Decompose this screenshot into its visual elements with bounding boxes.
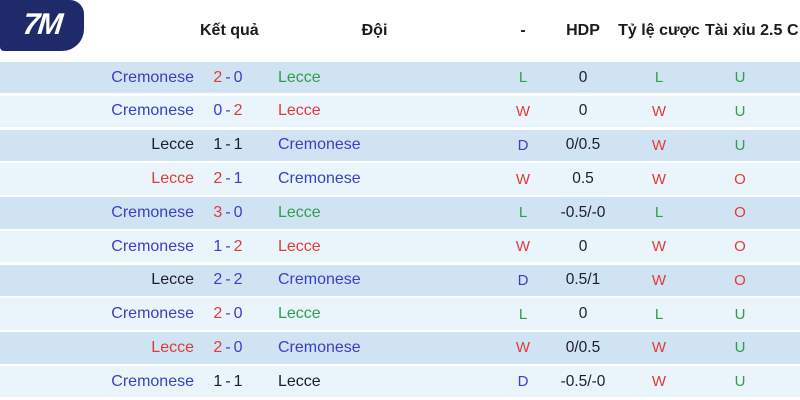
result-ft: W bbox=[515, 339, 531, 357]
hdp-value: -0.5/-0 bbox=[560, 372, 606, 390]
score bbox=[200, 271, 256, 289]
score-dash: - bbox=[225, 237, 231, 255]
result-hdp: L bbox=[654, 69, 664, 87]
table-rows bbox=[0, 62, 800, 397]
score-home: 1 bbox=[213, 136, 223, 154]
result-hdp: W bbox=[651, 339, 667, 357]
result-over-under: U bbox=[734, 305, 746, 323]
col-header-hdp: HDP bbox=[566, 22, 600, 39]
hdp-value: 0 bbox=[578, 68, 588, 86]
result-ft: L bbox=[518, 204, 528, 222]
score bbox=[200, 136, 256, 154]
match-row bbox=[0, 96, 800, 127]
result-over-under: O bbox=[734, 238, 746, 256]
hdp-value: 0 bbox=[578, 305, 588, 323]
score-away: 2 bbox=[233, 102, 243, 120]
col-header-team2: Đội bbox=[361, 22, 388, 39]
score-away: 0 bbox=[233, 203, 243, 221]
hdp-value: -0.5/-0 bbox=[560, 203, 606, 221]
away-team-name: Lecce bbox=[278, 237, 321, 255]
home-team-name: Cremonese bbox=[111, 237, 194, 255]
match-row bbox=[0, 62, 800, 93]
score-away: 1 bbox=[233, 372, 243, 390]
score bbox=[200, 102, 256, 120]
match-row bbox=[0, 298, 800, 329]
score-away: 0 bbox=[233, 68, 243, 86]
score bbox=[200, 373, 256, 391]
col-header-odds: Tỷ lệ cược bbox=[618, 22, 700, 39]
result-over-under: U bbox=[734, 373, 746, 391]
home-team-name: Cremonese bbox=[111, 203, 194, 221]
score-home: 2 bbox=[213, 68, 223, 86]
match-row bbox=[0, 332, 800, 363]
score-dash: - bbox=[225, 203, 231, 221]
away-team-name: Lecce bbox=[278, 372, 321, 390]
result-ft: L bbox=[518, 305, 528, 323]
home-team-name: Lecce bbox=[151, 136, 194, 154]
home-team-name: Cremonese bbox=[111, 68, 194, 86]
score-dash: - bbox=[225, 372, 231, 390]
score-dash: - bbox=[225, 102, 231, 120]
away-team-name: Lecce bbox=[278, 68, 321, 86]
score-home: 3 bbox=[213, 203, 223, 221]
result-ft: D bbox=[517, 373, 529, 391]
score-dash: - bbox=[225, 338, 231, 356]
score-away: 2 bbox=[233, 237, 243, 255]
result-hdp: W bbox=[651, 102, 667, 120]
match-row bbox=[0, 197, 800, 228]
hdp-value: 0 bbox=[578, 102, 588, 120]
hdp-value: 0/0.5 bbox=[565, 338, 601, 356]
score-dash: - bbox=[225, 271, 231, 289]
match-row bbox=[0, 163, 800, 194]
score-dash: - bbox=[225, 136, 231, 154]
result-hdp: W bbox=[651, 136, 667, 154]
away-team-name: Lecce bbox=[278, 203, 321, 221]
7m-logo[interactable] bbox=[0, 0, 84, 51]
score-home: 0 bbox=[213, 102, 223, 120]
score-home: 1 bbox=[213, 372, 223, 390]
logo-text: 7M bbox=[21, 7, 63, 41]
result-hdp: L bbox=[654, 204, 664, 222]
home-team-name: Cremonese bbox=[111, 305, 194, 323]
away-team-name: Lecce bbox=[278, 305, 321, 323]
score-home: 2 bbox=[213, 338, 223, 356]
score-home: 2 bbox=[213, 170, 223, 188]
match-row bbox=[0, 130, 800, 161]
score-home: 2 bbox=[213, 305, 223, 323]
result-ft: W bbox=[515, 238, 531, 256]
match-row bbox=[0, 366, 800, 397]
result-hdp: W bbox=[651, 373, 667, 391]
result-hdp: W bbox=[651, 170, 667, 188]
hdp-value: 0 bbox=[578, 237, 588, 255]
score-away: 0 bbox=[233, 338, 243, 356]
score-home: 2 bbox=[213, 271, 223, 289]
result-ft: D bbox=[517, 136, 529, 154]
result-over-under: U bbox=[734, 136, 746, 154]
away-team-name: Cremonese bbox=[278, 271, 361, 289]
score bbox=[200, 305, 256, 323]
result-ft: L bbox=[518, 69, 528, 87]
col-header-clipped: C bbox=[787, 22, 799, 39]
home-team-name: Lecce bbox=[151, 170, 194, 188]
result-over-under: U bbox=[734, 339, 746, 357]
home-team-name: Cremonese bbox=[111, 372, 194, 390]
away-team-name: Cremonese bbox=[278, 170, 361, 188]
away-team-name: Lecce bbox=[278, 102, 321, 120]
result-ft: W bbox=[515, 170, 531, 188]
score bbox=[200, 204, 256, 222]
away-team-name: Cremonese bbox=[278, 136, 361, 154]
score-dash: - bbox=[225, 305, 231, 323]
col-header-over-under: Tài xỉu 2.5 bbox=[705, 22, 783, 39]
score-away: 1 bbox=[233, 170, 243, 188]
score-away: 1 bbox=[233, 136, 243, 154]
away-team-name: Cremonese bbox=[278, 338, 361, 356]
home-team-name: Lecce bbox=[151, 271, 194, 289]
hdp-value: 0.5/1 bbox=[565, 271, 601, 289]
col-header-score: Kết quả bbox=[200, 22, 259, 39]
hdp-value: 0.5 bbox=[572, 170, 594, 188]
score bbox=[200, 238, 256, 256]
result-over-under: O bbox=[734, 170, 746, 188]
result-hdp: W bbox=[651, 238, 667, 256]
result-hdp: W bbox=[651, 271, 667, 289]
col-header-ft-result: - bbox=[520, 22, 526, 39]
table-header bbox=[0, 0, 800, 62]
result-ft: D bbox=[517, 271, 529, 289]
hdp-value: 0/0.5 bbox=[565, 136, 601, 154]
result-ft: W bbox=[515, 102, 531, 120]
result-hdp: L bbox=[654, 305, 664, 323]
home-team-name: Cremonese bbox=[111, 102, 194, 120]
score-dash: - bbox=[225, 68, 231, 86]
result-over-under: U bbox=[734, 102, 746, 120]
result-over-under: U bbox=[734, 69, 746, 87]
result-over-under: O bbox=[734, 271, 746, 289]
score bbox=[200, 339, 256, 357]
score-home: 1 bbox=[213, 237, 223, 255]
result-over-under: O bbox=[734, 204, 746, 222]
score-away: 2 bbox=[233, 271, 243, 289]
match-row bbox=[0, 231, 800, 262]
score bbox=[200, 170, 256, 188]
score-dash: - bbox=[225, 170, 231, 188]
score-away: 0 bbox=[233, 305, 243, 323]
score bbox=[200, 69, 256, 87]
match-row bbox=[0, 265, 800, 296]
home-team-name: Lecce bbox=[151, 338, 194, 356]
